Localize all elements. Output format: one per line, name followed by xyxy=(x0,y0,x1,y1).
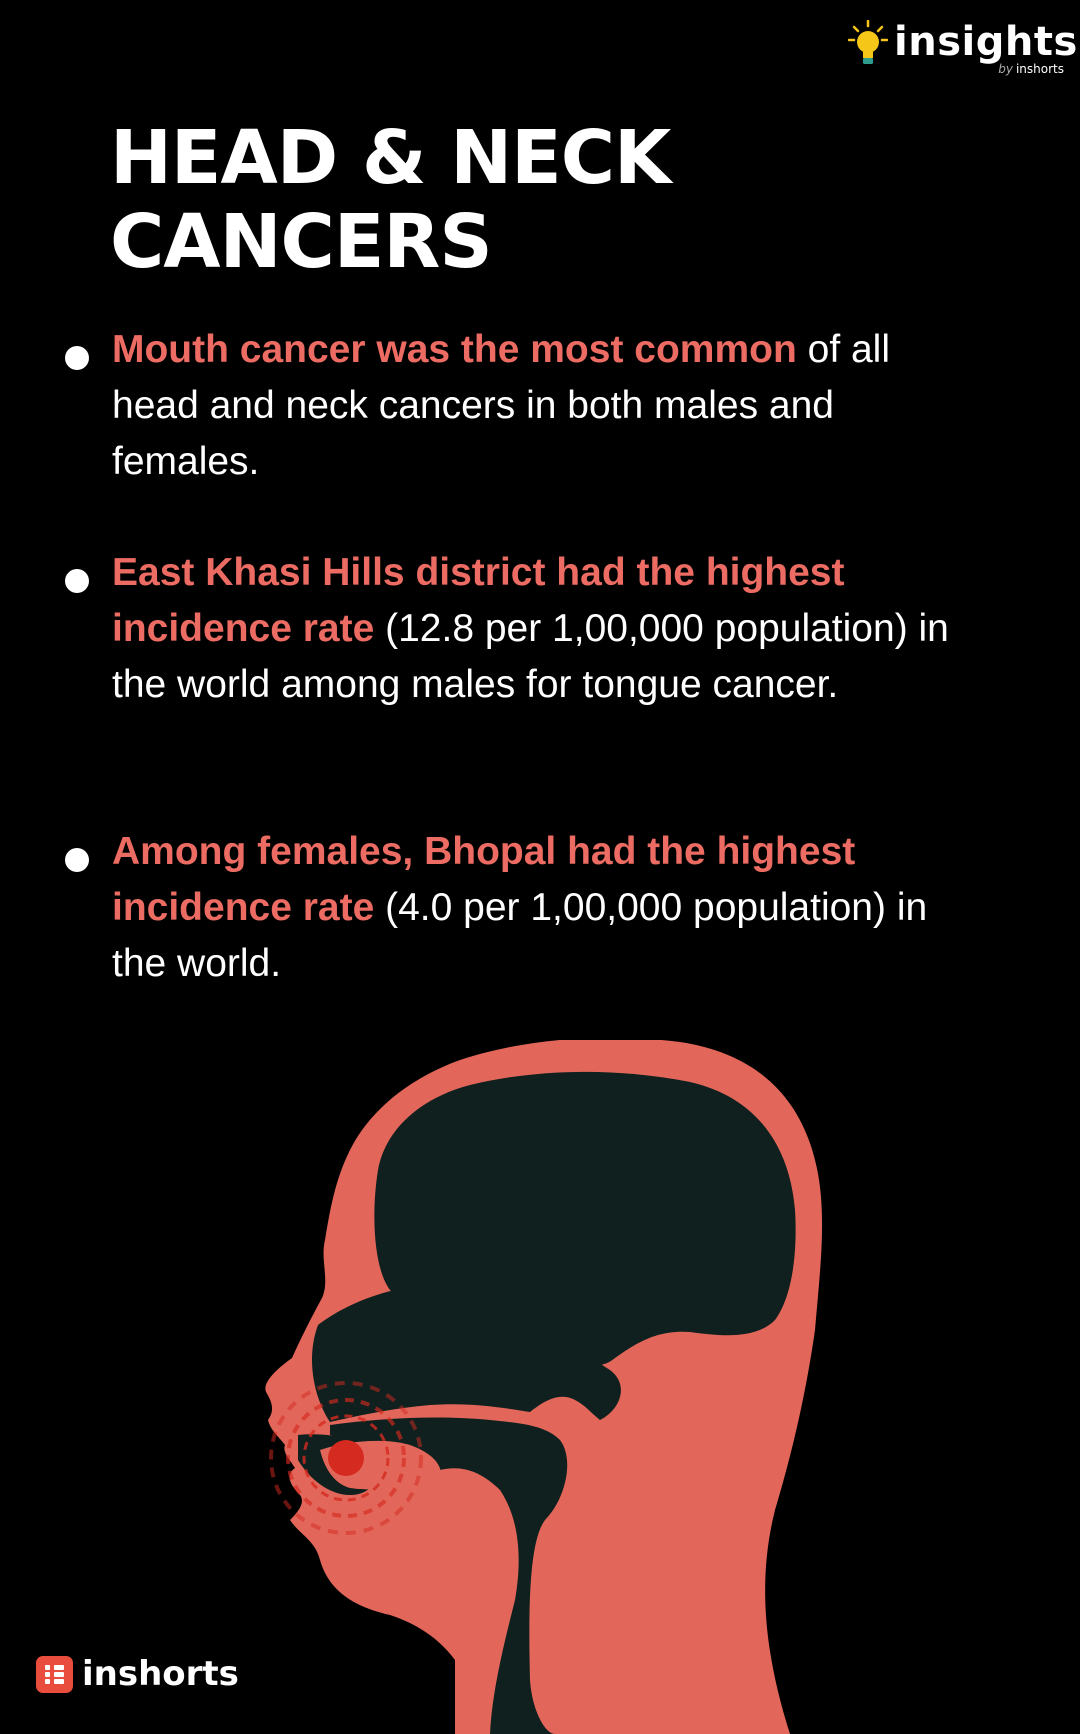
brand-sub-by: by xyxy=(998,62,1013,76)
bulb-icon xyxy=(848,20,888,68)
inshorts-brand xyxy=(36,1654,256,1694)
brand-sub-name: inshorts xyxy=(1015,62,1064,76)
insights-brand xyxy=(848,16,1078,76)
bullet-dot xyxy=(65,848,89,872)
fact-body: of all head and neck cancers in both males and females. xyxy=(112,328,891,483)
fact-highlight: Among females, Bhopal had the highest incidence rate xyxy=(112,830,856,929)
fact-highlight: East Khasi Hills district had the highest incidence rate xyxy=(112,551,845,650)
fact-text xyxy=(112,824,972,992)
brand-sub xyxy=(998,62,1064,76)
footer-logo-text: inshorts xyxy=(82,1654,239,1694)
page-title: HEAD & NECK CANCERS xyxy=(110,115,671,285)
brand-name: insights xyxy=(894,19,1078,65)
bullet-dot xyxy=(65,346,89,370)
fact-text xyxy=(112,322,972,490)
fact-text xyxy=(112,545,972,713)
fact-body: (4.0 per 1,00,000 population) in the world. xyxy=(112,886,928,985)
bullet-dot xyxy=(65,569,89,593)
fact-highlight: Mouth cancer was the most common xyxy=(112,328,797,371)
inshorts-logo-icon xyxy=(36,1656,73,1693)
fact-body: (12.8 per 1,00,000 population) in the world among males for tongue cancer. xyxy=(112,607,949,706)
head-silhouette-illustration xyxy=(0,1040,1080,1734)
